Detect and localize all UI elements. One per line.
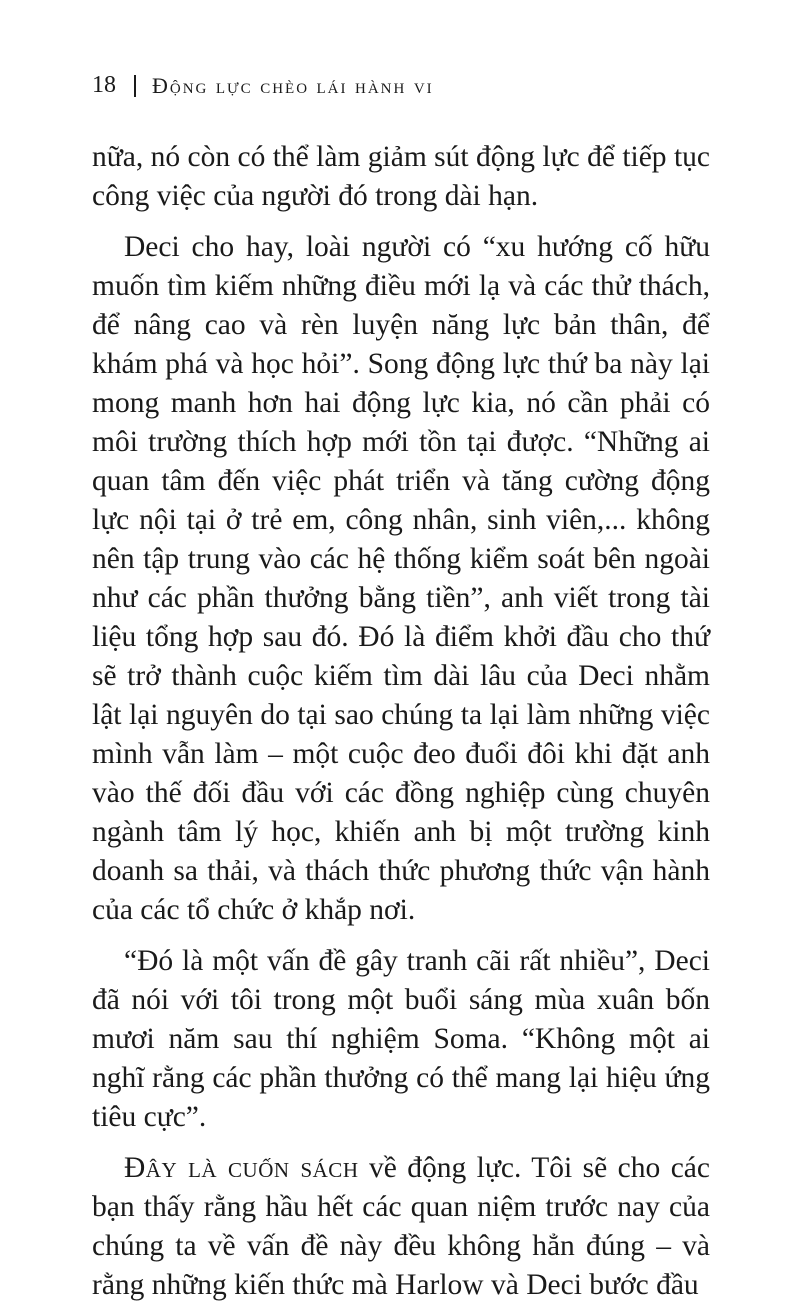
running-head xyxy=(92,72,434,99)
paragraph-deci: Deci cho hay, loài người có “xu hướng cố hữu muốn tìm kiếm những điều mới lạ và các thử thách, để nâng cao và rèn luyện năng lực bản thân, để khám phá và học hỏi”. Song động lực thứ ba này lại mong manh hơn hai động lực kia, nó cần phải có môi trường thích hợp mới tồn tại được. “Những ai quan tâm đến việc phát triển và tăng cường động lực nội tại ở trẻ em, công nhân, sinh viên,... không nên tập trung vào các hệ thống kiểm soát bên ngoài như các phần thưởng bằng tiền”, anh viết trong tài liệu tổng hợp sau đó. Đó là điểm khởi đầu cho thứ sẽ trở thành cuộc kiếm tìm dài lâu của Deci nhằm lật lại nguyên do tại sao chúng ta lại làm những việc mình vẫn làm – một cuộc đeo đuổi đôi khi đặt anh vào thế đối đầu với các đồng nghiệp cùng chuyên ngành tâm lý học, khiến anh bị một trường kinh doanh sa thải, và thách thức phương thức vận hành của các tổ chức ở khắp nơi. xyxy=(92,231,710,926)
chapter-title: Động lực chèo lái hành vi xyxy=(152,72,434,98)
lead-in-smallcaps: Đây là cuốn sách xyxy=(124,1152,359,1184)
paragraph-book-intro-text: về động lực. Tôi sẽ cho các bạn thấy rằng hầu hết các quan niệm trước nay của chúng ta về vấn đề này đều không hẳn đúng – và rằng những kiến thức mà Harlow và Deci bước đầu xyxy=(92,1152,710,1301)
body-text xyxy=(92,138,710,1305)
page-number: 18 xyxy=(92,72,116,98)
header-separator xyxy=(134,75,136,97)
paragraph-book-intro xyxy=(92,1149,710,1305)
paragraph-quote: “Đó là một vấn đề gây tranh cãi rất nhiều”, Deci đã nói với tôi trong một buổi sáng mùa xuân bốn mươi năm sau thí nghiệm Soma. “Không một ai nghĩ rằng các phần thưởng có thể mang lại hiệu ứng tiêu cực”. xyxy=(92,945,710,1133)
paragraph-continuation: nữa, nó còn có thể làm giảm sút động lực để tiếp tục công việc của người đó trong dài hạn. xyxy=(92,141,710,212)
